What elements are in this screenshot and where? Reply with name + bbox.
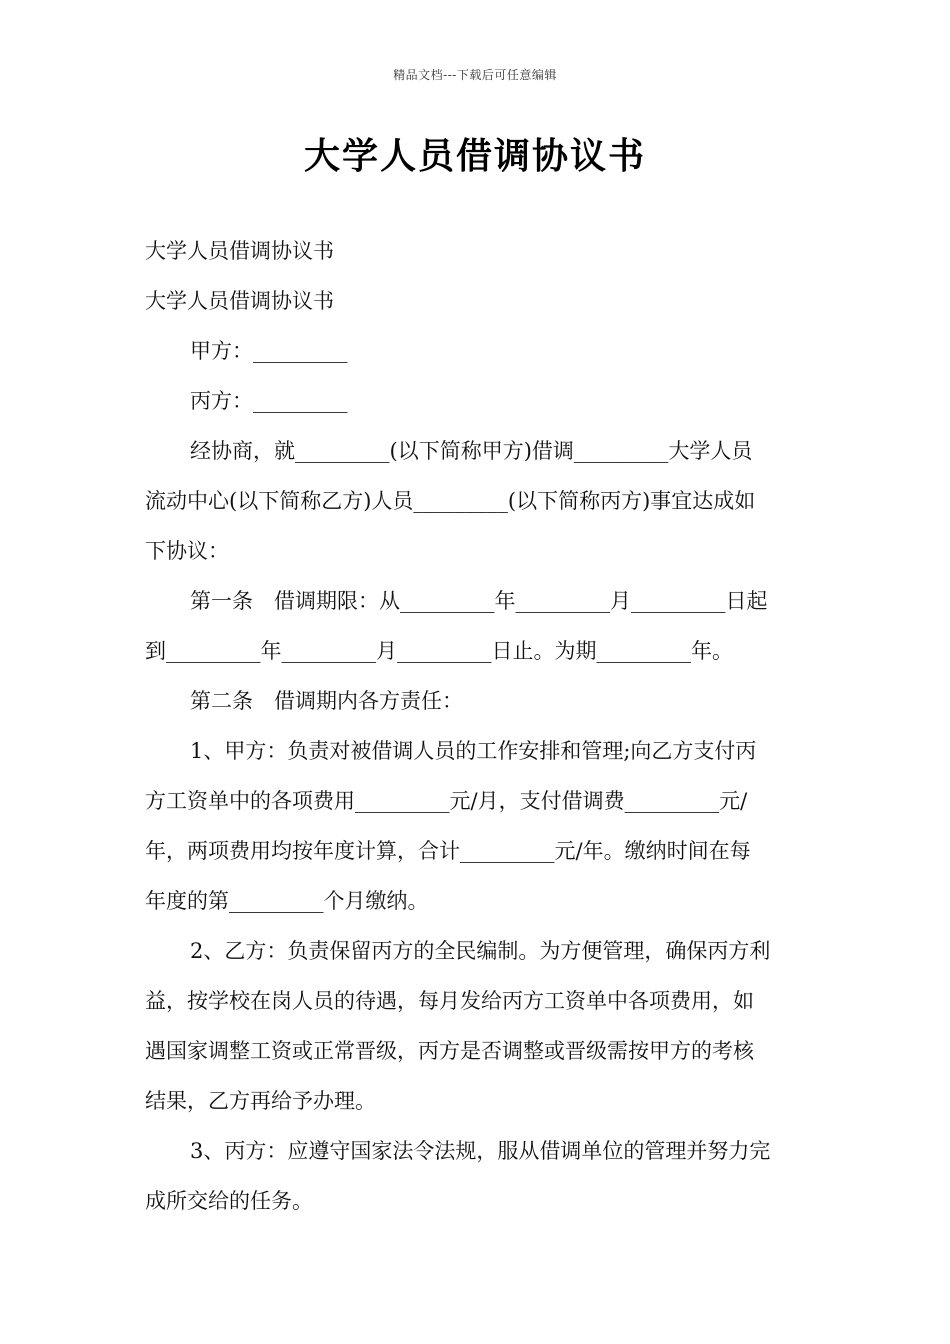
clause-1-line-4: 年度的第_________个月缴纳。 [145,889,429,913]
preamble-line-3: 下协议： [145,539,229,563]
clause-3-line-1: 3、丙方：应遵守国家法令法规，服从借调单位的管理并努力完 [190,1139,771,1163]
document-title: 大学人员借调协议书 [303,136,646,177]
clause-2-line-1: 2、乙方：负责保留丙方的全民编制。为方便管理，确保丙方利 [190,939,771,963]
clause-2-line-2: 益，按学校在岗人员的待遇，每月发给丙方工资单中各项费用，如 [145,989,754,1013]
preamble-line-2: 流动中心(以下简称乙方)人员_________(以下简称丙方)事宜达成如 [145,489,756,513]
clause-3-line-2: 成所交给的任务。 [145,1189,313,1213]
clause-1-line-3: 年，两项费用均按年度计算，合计_________元/年。缴纳时间在每 [145,839,751,863]
party-a-line: 甲方：_________ [190,339,348,363]
clause-2-line-3: 遇国家调整工资或正常晋级，丙方是否调整或晋级需按甲方的考核 [145,1039,754,1063]
party-c-line: 丙方：_________ [190,389,348,413]
article-1-line-2: 到_________年_________月_________日止。为期_________年。 [145,639,733,663]
clause-2-line-4: 结果，乙方再给予办理。 [145,1089,376,1113]
preamble-line-1: 经协商，就_________(以下简称甲方)借调_________大学人员 [190,439,753,463]
body-line-subtitle-1: 大学人员借调协议书 [145,239,334,263]
clause-1-line-1: 1、甲方：负责对被借调人员的工作安排和管理;向乙方支付丙 [190,739,757,763]
article-2-heading: 第二条 借调期内各方责任： [190,689,463,713]
article-1-line-1: 第一条 借调期限：从_________年_________月_________日起 [190,589,768,613]
body-line-subtitle-2: 大学人员借调协议书 [145,289,334,313]
document-body [145,226,807,1226]
header-note: 精品文档---下载后可任意编辑 [393,68,557,82]
clause-1-line-2: 方工资单中的各项费用_________元/月，支付借调费_________元/ [145,789,748,813]
